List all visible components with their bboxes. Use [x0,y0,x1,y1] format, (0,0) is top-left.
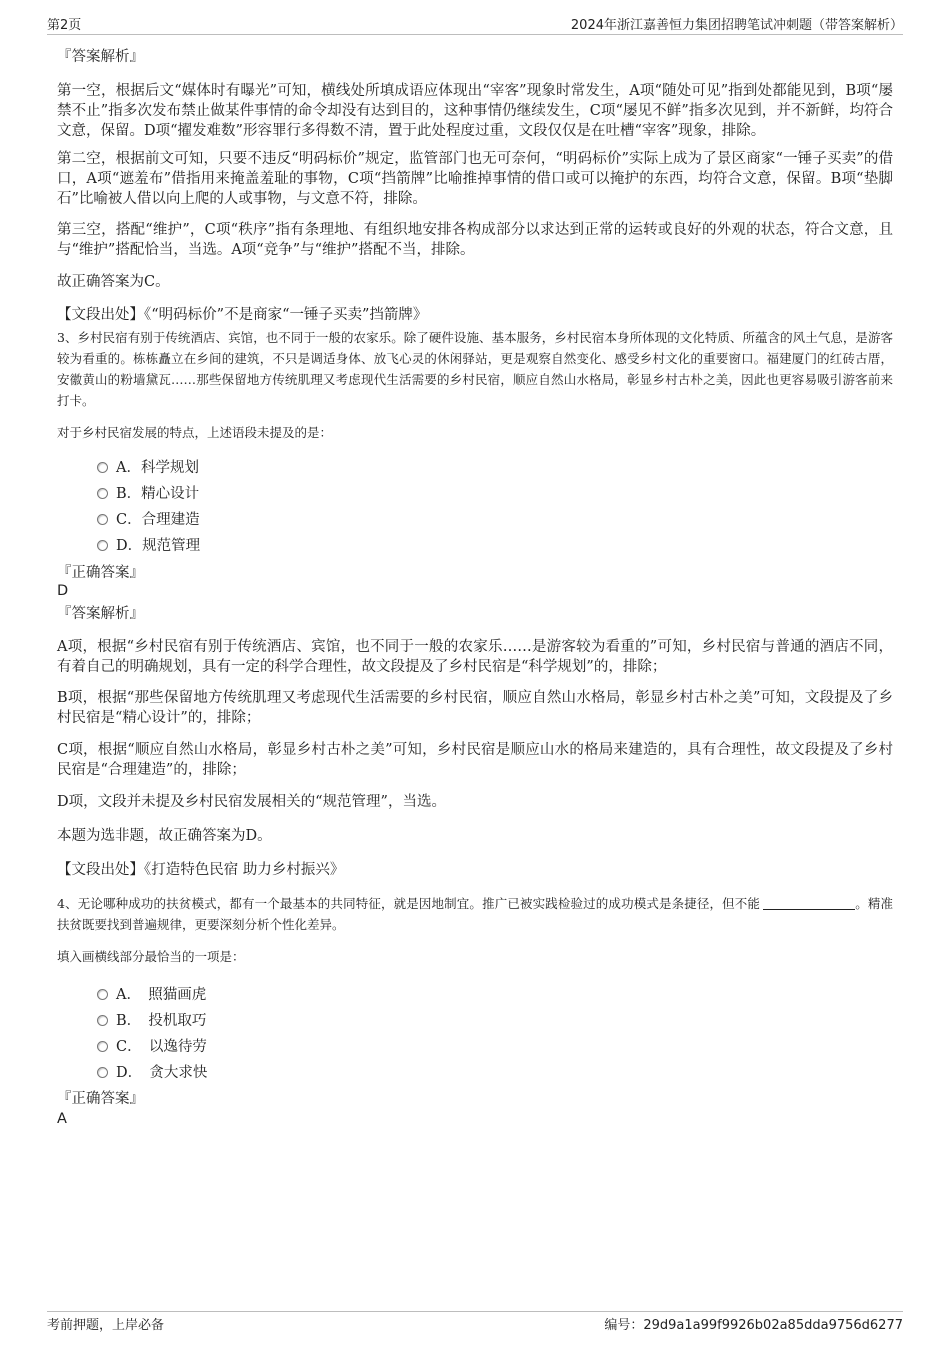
fill-blank-line [763,897,855,910]
q3-option-a[interactable]: A．科学规划 [97,458,199,478]
q3-option-b[interactable]: B．精心设计 [97,484,199,504]
q3-analysis-label: 『答案解析』 [57,606,144,622]
q3-analysis-b: B项，根据“那些保留地方传统肌理又考虑现代生活需要的乡村民宿，顺应自然山水格局，彰显乡村古朴之美”可知，文段提及了乡村民宿是“精心设计”的，排除； [57,690,893,726]
document-title: 2024年浙江嘉善恒力集团招聘笔试冲刺题（带答案解析） [570,18,903,33]
radio-icon[interactable] [97,514,108,525]
page-footer [47,1311,903,1333]
q3-conclusion: 本题为选非题，故正确答案为D。 [57,828,272,844]
document-code: 编号：29d9a1a99f9926b02a85dda9756d6277 [604,1318,903,1333]
q2-analysis-label: 『答案解析』 [57,49,144,65]
q3-option-c[interactable]: C．合理建造 [97,510,200,530]
radio-icon[interactable] [97,1067,108,1078]
radio-icon[interactable] [97,1041,108,1052]
page-number: 第2页 [47,18,82,33]
q3-analysis-d: D项，文段并未提及乡村民宿发展相关的“规范管理”，当选。 [57,794,446,810]
radio-icon[interactable] [97,989,108,1000]
q4-option-d[interactable]: D． 贪大求快 [97,1063,207,1083]
q4-question: 填入画横线部分最恰当的一项是： [57,949,245,964]
q4-option-c[interactable]: C． 以逸待劳 [97,1037,207,1057]
footer-slogan: 考前押题，上岸必备 [47,1318,165,1333]
q2-analysis-para-3: 第三空，搭配“维护”，C项“秩序”指有条理地、有组织地安排各构成部分以求达到正常的运转或良好的外观的状态，符合文意，且与“维护”搭配恰当，当选。A项“竞争”与“维护”搭配不当，排除。 [57,222,893,258]
q2-analysis-para-1: 第一空，根据后文“媒体时有曝光”可知，横线处所填成语应体现出“宰客”现象时常发生，A项“随处可见”指到处都能见到，B项“屡禁不止”指多次发布禁止做某件事情的命令却没有达到目的，这种事情仍继续发生，C项“屡见不鲜”指多次见到，并不新鲜，均符合文意，保留。D项“擢发难数”形容罪行多得数不清，置于此处程度过重，文段仅仅是在吐槽“宰客”现象，排除。 [57,83,893,139]
q3-answer-label: 『正确答案』 [57,565,144,581]
q4-option-a[interactable]: A． 照猫画虎 [97,985,206,1005]
q4-answer-label: 『正确答案』 [57,1091,144,1107]
q4-stem: 4、无论哪种成功的扶贫模式，都有一个最基本的共同特征，就是因地制宜。推广已被实践检验过的成功模式是条捷径，但不能 。精准扶贫既要找到普遍规律，更要深刻分析个性化差异。 [57,896,893,932]
q2-source: 【文段出处】《“明码标价”不是商家“一锤子买卖”挡箭牌》 [57,307,428,323]
q3-answer: D [57,583,69,599]
radio-icon[interactable] [97,488,108,499]
q2-conclusion: 故正确答案为C。 [57,274,170,290]
page-header [47,14,903,35]
radio-icon[interactable] [97,1015,108,1026]
q3-analysis-a: A项，根据“乡村民宿有别于传统酒店、宾馆，也不同于一般的农家乐……是游客较为看重的”可知，乡村民宿与普通的酒店不同，有着自己的明确规划，具有一定的科学合理性，故文段提及了乡村民宿是“科学规划”的，排除； [57,639,893,675]
q3-source: 【文段出处】《打造特色民宿 助力乡村振兴》 [57,862,345,878]
q4-option-b[interactable]: B． 投机取巧 [97,1011,206,1031]
q3-stem: 3、乡村民宿有别于传统酒店、宾馆，也不同于一般的农家乐。除了硬件设施、基本服务，乡村民宿本身所体现的文化特质、所蕴含的风土气息，是游客较为看重的。栋栋矗立在乡间的建筑，不只是调适身体、放飞心灵的休闲驿站，更是观察自然变化、感受乡村文化的重要窗口。福建厦门的红砖古厝，安徽黄山的粉墙黛瓦……那些保留地方传统肌理又考虑现代生活需要的乡村民宿，顺应自然山水格局，彰显乡村古朴之美，因此也更容易吸引游客前来打卡。 [57,330,893,408]
q3-analysis-c: C项，根据“顺应自然山水格局，彰显乡村古朴之美”可知，乡村民宿是顺应山水的格局来建造的，具有合理性，故文段提及了乡村民宿是“合理建造”的，排除； [57,742,893,778]
q3-question: 对于乡村民宿发展的特点，上述语段未提及的是： [57,425,333,440]
q4-answer: A [57,1111,67,1127]
q3-option-d[interactable]: D．规范管理 [97,536,200,556]
q2-analysis-para-2: 第二空，根据前文可知，只要不违反“明码标价”规定，监管部门也无可奈何，“明码标价”实际上成为了景区商家“一锤子买卖”的借口，A项“遮羞布”借指用来掩盖羞耻的事物，C项“挡箭牌”比喻推掉事情的借口或可以掩护的东西，均符合文意，保留。B项“垫脚石”比喻被人借以向上爬的人或事物，与文意不符，排除。 [57,151,893,207]
radio-icon[interactable] [97,462,108,473]
radio-icon[interactable] [97,540,108,551]
